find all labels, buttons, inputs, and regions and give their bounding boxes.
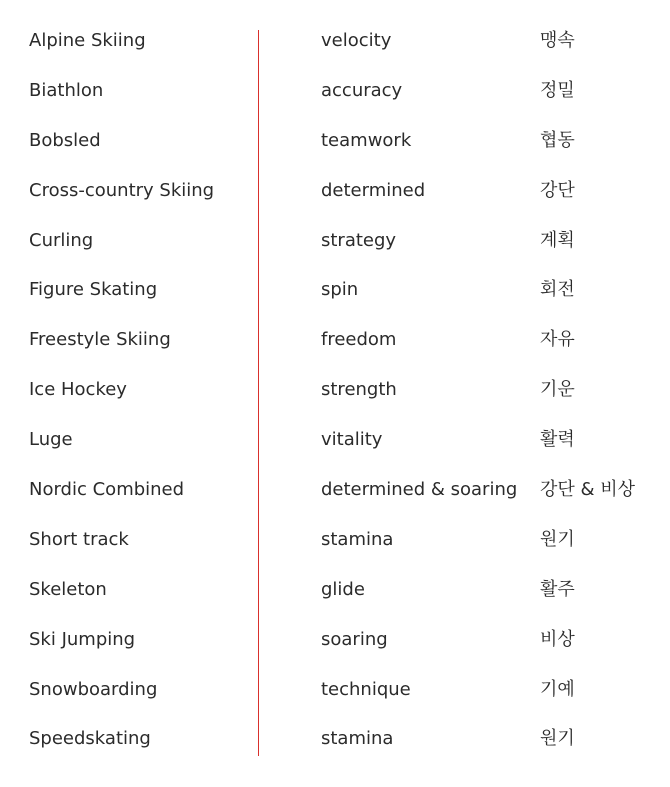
korean-word: 강단 <box>540 179 575 201</box>
sport-name: Short track <box>29 528 129 550</box>
sport-name: Skeleton <box>29 578 107 600</box>
table-row <box>0 365 670 415</box>
korean-word: 활주 <box>540 578 575 600</box>
english-word: velocity <box>321 30 392 51</box>
korean-word: 계획 <box>540 229 575 251</box>
english-word: technique <box>321 678 411 700</box>
sport-name: Cross-country Skiing <box>29 179 215 201</box>
table-row <box>0 265 670 315</box>
table-row <box>0 465 670 515</box>
table-row <box>0 166 670 216</box>
korean-word: 협동 <box>540 129 575 151</box>
table-row <box>0 116 670 166</box>
english-word: strategy <box>321 229 397 251</box>
english-word: determined <box>321 179 426 201</box>
sport-name: Alpine Skiing <box>29 30 146 51</box>
korean-word: 원기 <box>540 728 575 750</box>
english-word: stamina <box>321 728 394 750</box>
sport-name: Luge <box>29 429 73 451</box>
korean-word: 원기 <box>540 528 575 550</box>
sport-name: Nordic Combined <box>29 479 185 501</box>
table-row <box>0 615 670 665</box>
korean-word: 활력 <box>540 429 575 451</box>
table-row <box>0 315 670 365</box>
sport-name: Biathlon <box>29 79 104 101</box>
english-word: soaring <box>321 628 388 650</box>
korean-word: 기예 <box>540 678 575 700</box>
table-row <box>0 515 670 565</box>
sport-name: Ice Hockey <box>29 379 127 401</box>
table-row <box>0 665 670 715</box>
table-row <box>0 565 670 615</box>
sport-name: Speedskating <box>29 728 151 750</box>
korean-word: 비상 <box>540 628 575 650</box>
korean-word: 기운 <box>540 379 575 401</box>
english-word: spin <box>321 279 359 301</box>
english-word: stamina <box>321 528 394 550</box>
english-word: determined & soaring <box>321 479 518 501</box>
table-row <box>0 66 670 116</box>
sport-name: Snowboarding <box>29 678 158 700</box>
english-word: strength <box>321 379 397 401</box>
sport-name: Figure Skating <box>29 279 158 301</box>
sport-name: Freestyle Skiing <box>29 329 171 351</box>
sport-name: Bobsled <box>29 129 101 151</box>
sport-name: Curling <box>29 229 94 251</box>
korean-word: 정밀 <box>540 79 575 101</box>
table-row <box>0 415 670 465</box>
table-row <box>0 216 670 266</box>
english-word: teamwork <box>321 129 412 151</box>
english-word: accuracy <box>321 79 403 101</box>
english-word: vitality <box>321 429 383 451</box>
table-row <box>0 16 670 66</box>
table-row <box>0 714 670 764</box>
korean-word: 강단 & 비상 <box>540 479 636 501</box>
sport-word-table <box>0 16 670 764</box>
english-word: glide <box>321 578 365 600</box>
sport-name: Ski Jumping <box>29 628 136 650</box>
english-word: freedom <box>321 329 397 351</box>
korean-word: 회전 <box>540 279 575 301</box>
korean-word: 맹속 <box>540 30 575 51</box>
korean-word: 자유 <box>540 329 575 351</box>
